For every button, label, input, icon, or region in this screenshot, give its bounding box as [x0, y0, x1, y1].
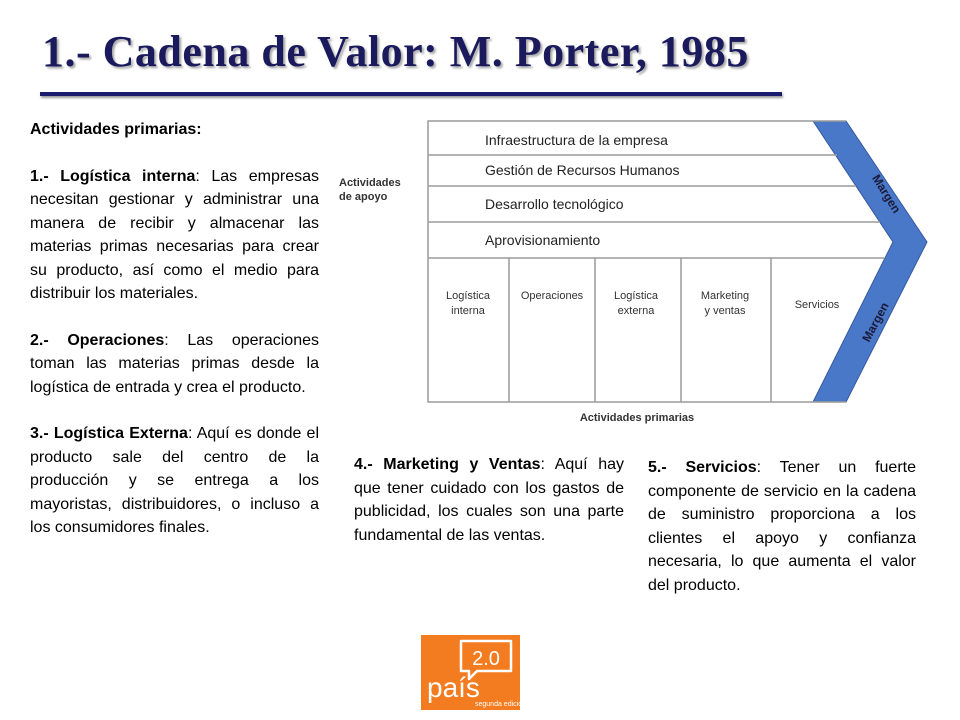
pais-logo [421, 635, 526, 710]
logo-version: 2.0 [472, 648, 500, 670]
primary-marketing-2: y ventas [704, 305, 746, 317]
support-activities-label-line1: Actividades [339, 177, 401, 189]
paragraph-marketing-ventas [354, 453, 624, 547]
support-row-rrhh: Gestión de Recursos Humanos [485, 162, 680, 178]
logo-name: país [427, 672, 480, 703]
paragraph-logistica-externa [30, 422, 319, 540]
desc-logistica-externa: : Aquí es donde el producto sale del centro de la producción y se entrega a los mayoristas, distribuidores, o incluso a los consumidores finales. [30, 425, 319, 536]
servicios-text [648, 456, 916, 597]
primary-servicios: Servicios [794, 299, 840, 311]
support-row-aprovisionamiento: Aprovisionamiento [485, 232, 601, 248]
desc-operaciones: : Las operaciones toman las materias primas desde la logística de entrada y crea el producto. [30, 331, 319, 396]
margin-arrow [813, 121, 927, 402]
desc-marketing-ventas: : Aquí hay que tener cuidado con los gastos de publicidad, los cuales son una parte fundamental de las ventas. [354, 456, 625, 544]
pais-logo-graphic [421, 635, 526, 710]
support-row-desarrollo: Desarrollo tecnológico [485, 196, 624, 212]
marketing-ventas-text [354, 453, 624, 547]
desc-logistica-interna: : Las empresas necesitan gestionar y administrar una manera de recibir y almacenar las materias primas necesarias para crear su producto, así como el medio para distribuir los materiales. [30, 167, 319, 302]
support-activities-label-line2: de apoyo [339, 191, 388, 203]
primary-logistica-interna-1: Logística [445, 290, 491, 302]
primary-activities-caption: Actividades primarias [579, 412, 695, 424]
value-chain-diagram [333, 118, 933, 430]
desc-servicios: : Tener un fuerte componente de servicio en la cadena de suministro proporciona a los clientes el apoyo y confianza necesaria, lo que aumenta el valor del producto. [648, 459, 916, 594]
primary-logistica-externa-2: externa [617, 305, 655, 317]
primary-logistica-externa-1: Logística [613, 290, 659, 302]
term-logistica-interna: 1.- Logística interna [30, 167, 196, 185]
term-logistica-externa: 3.- Logística Externa [30, 425, 188, 442]
title-underline [40, 92, 782, 96]
primary-operaciones: Operaciones [520, 290, 584, 302]
primary-activities-column [30, 118, 319, 540]
page-title: 1.- Cadena de Valor: M. Porter, 1985 [42, 27, 749, 76]
paragraph-servicios [648, 456, 916, 597]
term-servicios: 5.- Servicios [648, 459, 757, 476]
margin-label-bottom: Margen [859, 299, 892, 345]
support-row-infraestructura: Infraestructura de la empresa [485, 132, 668, 148]
primary-logistica-interna-2: interna [451, 305, 485, 317]
margin-label-top: Margen [869, 172, 904, 216]
logo-edition: segunda edición [475, 701, 526, 708]
paragraph-logistica-interna [30, 165, 319, 306]
paragraph-operaciones [30, 329, 319, 400]
primary-marketing-1: Marketing [700, 290, 750, 302]
primary-activities-heading: Actividades primarias: [30, 121, 202, 138]
term-operaciones: 2.- Operaciones [30, 331, 165, 349]
term-marketing-ventas: 4.- Marketing y Ventas [354, 456, 541, 473]
